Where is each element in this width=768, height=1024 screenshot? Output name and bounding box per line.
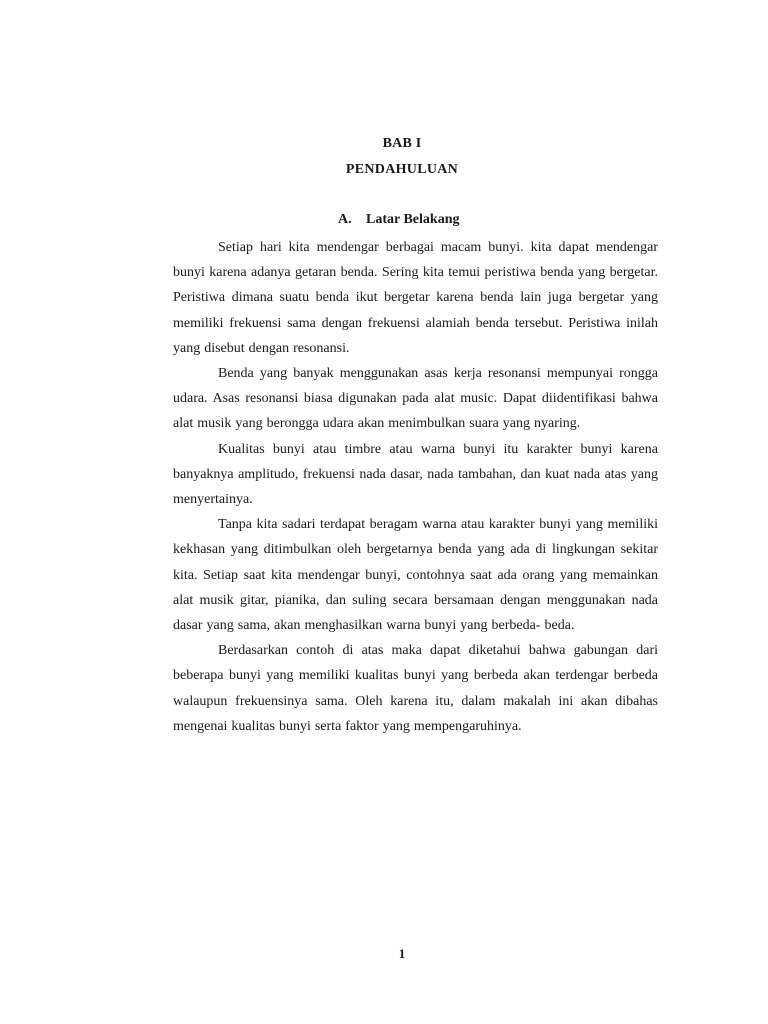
- paragraph: Setiap hari kita mendengar berbagai macam bunyi. kita dapat mendengar bunyi karena adanya getaran benda. Sering kita temui peristiwa benda yang bergetar. Peristiwa dimana suatu benda ikut bergetar karena benda lain juga bergetar yang memiliki frekuensi sama dengan frekuensi alamiah benda tersebut. Peristiwa inilah yang disebut dengan resonansi.: [173, 240, 658, 356]
- page-number: 1: [398, 946, 406, 961]
- section-number: A.: [338, 212, 352, 227]
- paragraph: Benda yang banyak menggunakan asas kerja resonansi mempunyai rongga udara. Asas resonansi biasa digunakan pada alat music. Dapat diidentifikasi bahwa alat musik yang berongga udara akan menimbulkan suara yang nyaring.: [173, 366, 658, 432]
- paragraph: Kualitas bunyi atau timbre atau warna bunyi itu karakter bunyi karena banyaknya amplitudo, frekuensi nada dasar, nada tambahan, dan kuat nada atas yang menyertainya.: [173, 441, 658, 508]
- paragraph: Tanpa kita sadari terdapat beragam warna atau karakter bunyi yang memiliki kekhasan yang ditimbulkan oleh bergetarnya benda yang ada di lingkungan sekitar kita. Setiap saat kita mendengar bunyi, contohnya saat ada orang yang memainkan alat musik gitar, pianika, dan suling secara bersamaan dengan menggunakan nada dasar yang sama, akan menghasilkan warna bunyi yang berbeda- beda.: [173, 517, 658, 634]
- body-text: [173, 235, 658, 739]
- section-title: Latar Belakang: [366, 212, 460, 227]
- chapter-title: PENDAHULUAN: [345, 162, 459, 177]
- paragraph: Berdasarkan contoh di atas maka dapat diketahui bahwa gabungan dari beberapa bunyi yang memiliki kualitas bunyi yang berbeda akan terdengar berbeda walaupun frekuensinya sama. Oleh karena itu, dalam makalah ini akan dibahas mengenai kualitas bunyi serta faktor yang mempengaruhinya.: [173, 643, 658, 734]
- chapter-label: BAB I: [382, 136, 422, 151]
- section-heading: [338, 212, 459, 228]
